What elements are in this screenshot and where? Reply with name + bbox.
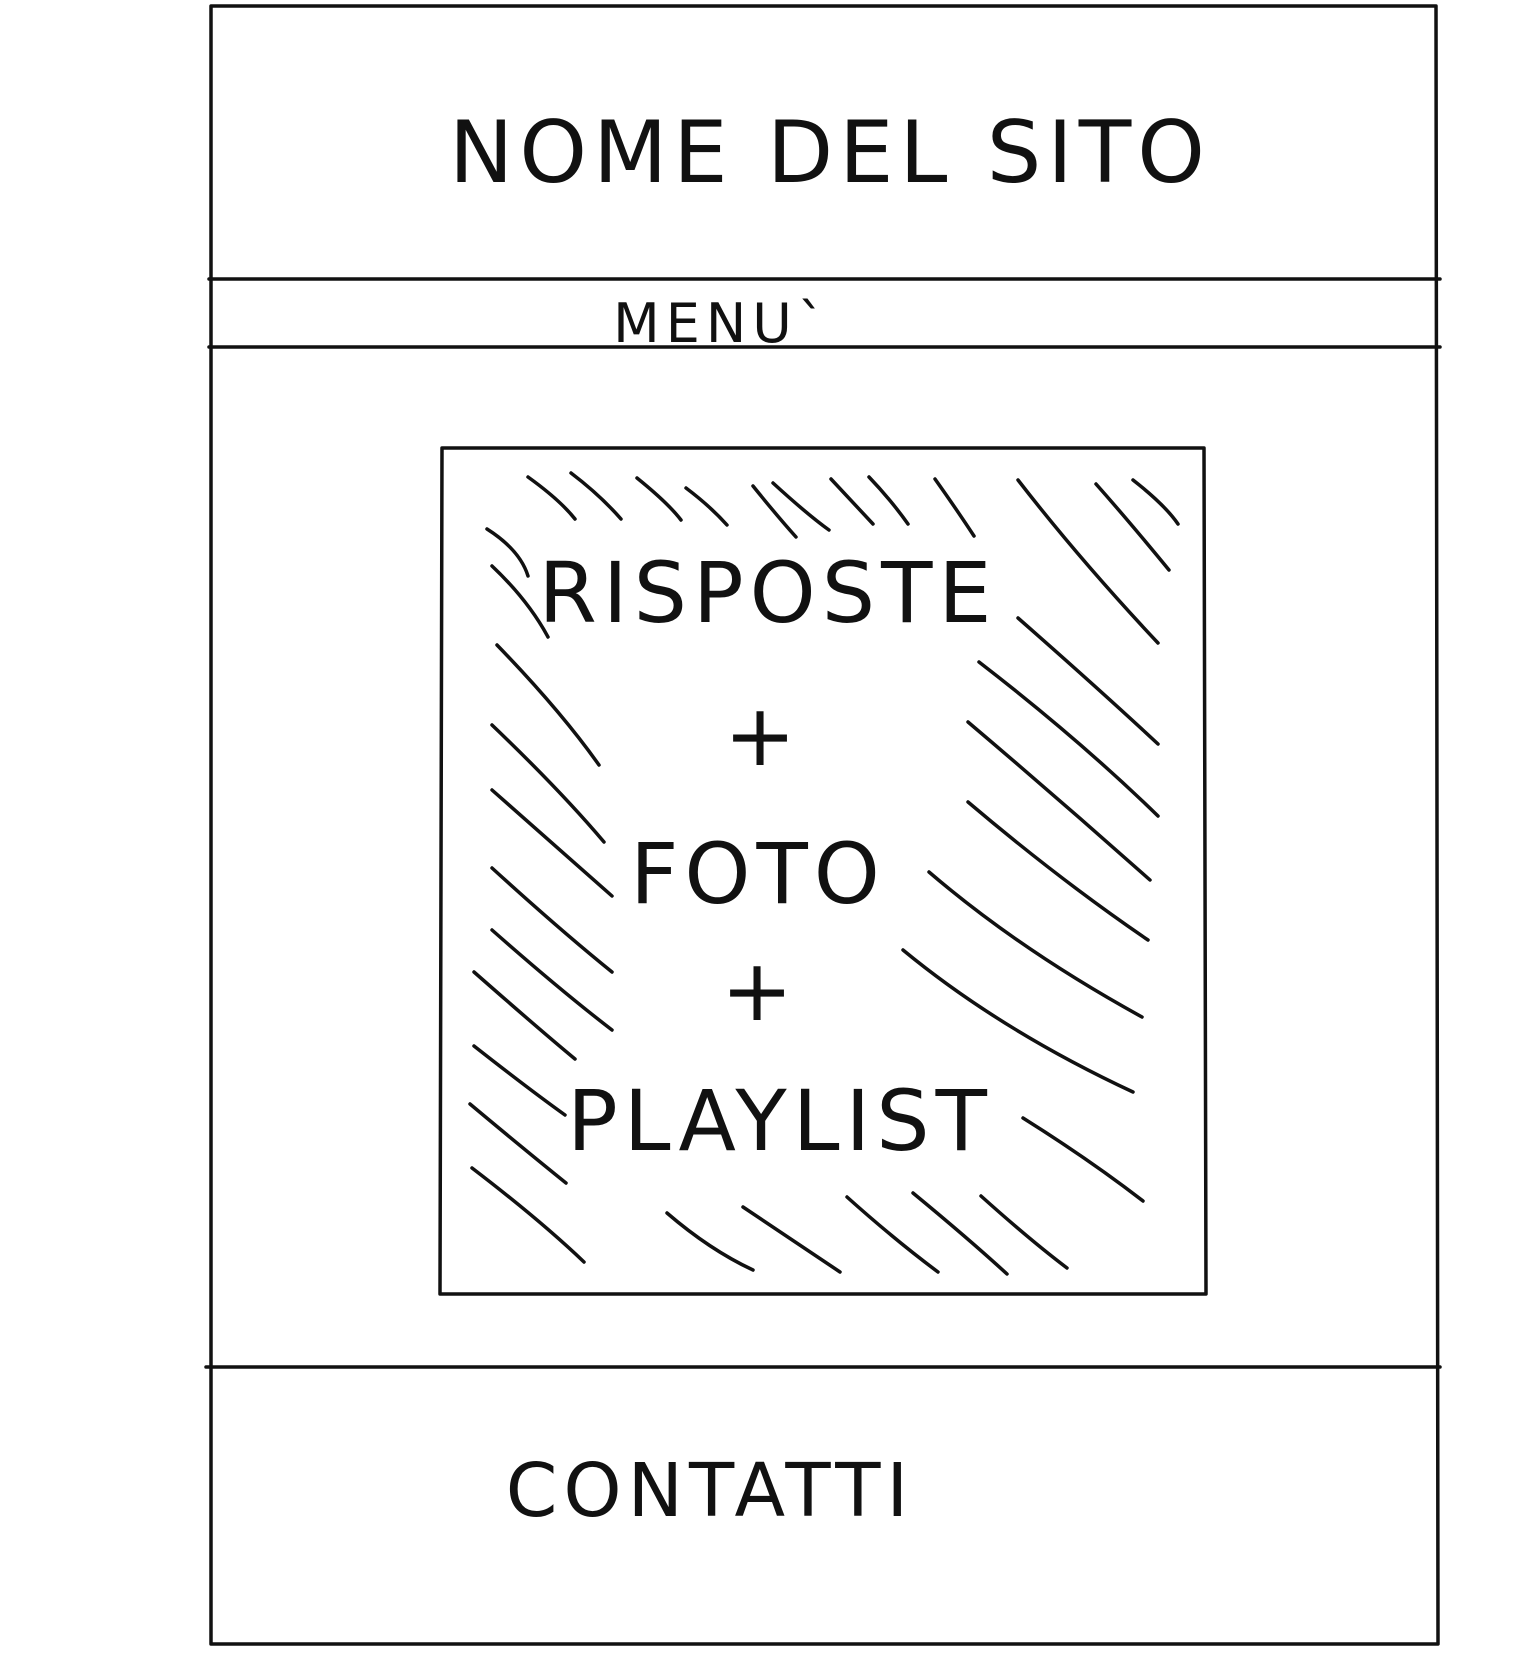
header-section — [449, 103, 1211, 203]
contacts-link[interactable]: CONTATTI — [505, 1448, 915, 1534]
content-line-risposte: RISPOSTE — [538, 544, 998, 642]
site-name-heading: NOME DEL SITO — [449, 103, 1211, 203]
content-line-plus-1: + — [723, 686, 803, 786]
content-line-playlist: PLAYLIST — [567, 1072, 993, 1170]
content-line-foto: FOTO — [630, 825, 886, 923]
footer-section — [506, 1448, 915, 1534]
content-line-plus-2: + — [720, 941, 800, 1041]
content-text — [539, 544, 998, 1170]
menu-label[interactable]: MENU` — [613, 292, 831, 355]
